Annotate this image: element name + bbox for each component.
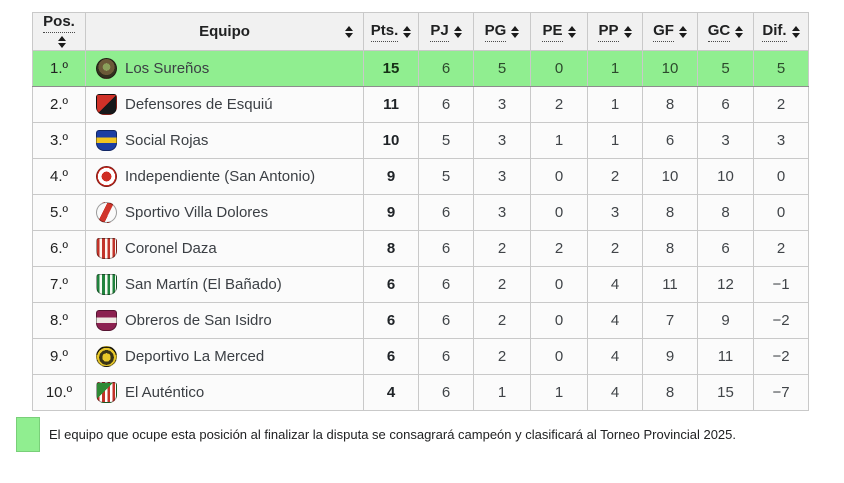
gc-cell: 6 (698, 231, 754, 267)
sort-icon (511, 26, 519, 38)
position-cell: 8.º (33, 303, 86, 339)
pts-cell: 6 (364, 303, 419, 339)
gf-cell: 9 (643, 339, 698, 375)
legend (16, 417, 736, 452)
table-row (33, 195, 809, 231)
pe-cell: 0 (531, 51, 588, 87)
gc-cell: 3 (698, 123, 754, 159)
team-name: San Martín (El Bañado) (125, 276, 282, 294)
pj-cell: 6 (419, 375, 474, 411)
column-label-pp: PP (598, 22, 618, 42)
position-cell: 10.º (33, 375, 86, 411)
pp-cell: 4 (588, 267, 643, 303)
team-cell (86, 339, 364, 375)
team-cell (86, 159, 364, 195)
el-autentico-crest-icon (96, 382, 117, 403)
gc-cell: 15 (698, 375, 754, 411)
pg-cell: 3 (474, 195, 531, 231)
sort-icon (679, 26, 687, 38)
sportivo-villa-dolores-crest-icon (96, 202, 117, 223)
los-surenos-crest-icon (96, 58, 117, 79)
pg-cell: 2 (474, 267, 531, 303)
independiente-san-antonio-crest-icon (96, 166, 117, 187)
pp-cell: 2 (588, 231, 643, 267)
team-name: El Auténtico (125, 384, 205, 402)
pj-cell: 6 (419, 303, 474, 339)
table-row (33, 267, 809, 303)
team-cell (86, 51, 364, 87)
position-cell: 5.º (33, 195, 86, 231)
column-label-dif: Dif. (762, 22, 786, 42)
team-cell (86, 267, 364, 303)
sort-icon (454, 26, 462, 38)
column-label-equipo: Equipo (199, 23, 250, 41)
standings-table (32, 12, 809, 411)
sort-icon (58, 36, 66, 48)
column-header-pos[interactable] (33, 13, 86, 51)
gc-cell: 12 (698, 267, 754, 303)
pe-cell: 0 (531, 159, 588, 195)
pj-cell: 6 (419, 267, 474, 303)
position-cell: 6.º (33, 231, 86, 267)
pp-cell: 2 (588, 159, 643, 195)
table-row (33, 375, 809, 411)
table-row (33, 123, 809, 159)
sort-icon (735, 26, 743, 38)
column-header-pj[interactable] (419, 13, 474, 51)
position-cell: 2.º (33, 87, 86, 123)
column-label-pj: PJ (430, 22, 448, 42)
dif-cell: 3 (754, 123, 809, 159)
dif-cell: 2 (754, 87, 809, 123)
position-cell: 4.º (33, 159, 86, 195)
position-cell: 1.º (33, 51, 86, 87)
pp-cell: 4 (588, 303, 643, 339)
team-name: Social Rojas (125, 132, 209, 150)
position-cell: 3.º (33, 123, 86, 159)
column-label-gc: GC (708, 22, 731, 42)
pp-cell: 4 (588, 375, 643, 411)
team-name: Defensores de Esquiú (125, 96, 273, 114)
table-row (33, 231, 809, 267)
pj-cell: 5 (419, 123, 474, 159)
pp-cell: 1 (588, 123, 643, 159)
dif-cell: 0 (754, 159, 809, 195)
coronel-daza-crest-icon (96, 238, 117, 259)
gc-cell: 11 (698, 339, 754, 375)
header-row (33, 13, 809, 51)
sort-icon (345, 26, 353, 38)
column-label-pos: Pos. (43, 13, 75, 33)
column-header-pe[interactable] (531, 13, 588, 51)
table-row (33, 51, 809, 87)
gc-cell: 10 (698, 159, 754, 195)
gc-cell: 9 (698, 303, 754, 339)
sort-icon (403, 26, 411, 38)
gf-cell: 11 (643, 267, 698, 303)
dif-cell: 0 (754, 195, 809, 231)
table-row (33, 339, 809, 375)
gf-cell: 6 (643, 123, 698, 159)
team-name: Independiente (San Antonio) (125, 168, 316, 186)
social-rojas-crest-icon (96, 130, 117, 151)
column-label-pe: PE (542, 22, 562, 42)
pj-cell: 6 (419, 339, 474, 375)
position-cell: 9.º (33, 339, 86, 375)
pts-cell: 9 (364, 159, 419, 195)
gf-cell: 8 (643, 195, 698, 231)
table-row (33, 87, 809, 123)
pj-cell: 6 (419, 195, 474, 231)
gf-cell: 8 (643, 231, 698, 267)
pe-cell: 2 (531, 231, 588, 267)
column-label-pg: PG (485, 22, 507, 42)
pp-cell: 1 (588, 87, 643, 123)
pe-cell: 1 (531, 123, 588, 159)
dif-cell: −1 (754, 267, 809, 303)
legend-text: El equipo que ocupe esta posición al finalizar la disputa se consagrará campeón y clasificará al Torneo Provincial 2025. (49, 426, 737, 442)
team-cell (86, 375, 364, 411)
dif-cell: −7 (754, 375, 809, 411)
pp-cell: 3 (588, 195, 643, 231)
pj-cell: 5 (419, 159, 474, 195)
gc-cell: 8 (698, 195, 754, 231)
pg-cell: 2 (474, 303, 531, 339)
pg-cell: 2 (474, 339, 531, 375)
pts-cell: 6 (364, 339, 419, 375)
pts-cell: 15 (364, 51, 419, 87)
column-label-pts: Pts. (371, 22, 399, 42)
pts-cell: 6 (364, 267, 419, 303)
pg-cell: 2 (474, 231, 531, 267)
pj-cell: 6 (419, 87, 474, 123)
pts-cell: 10 (364, 123, 419, 159)
pg-cell: 3 (474, 159, 531, 195)
pe-cell: 1 (531, 375, 588, 411)
sort-icon (792, 26, 800, 38)
pg-cell: 3 (474, 87, 531, 123)
team-name: Los Sureños (125, 60, 210, 78)
pts-cell: 11 (364, 87, 419, 123)
dif-cell: −2 (754, 339, 809, 375)
pp-cell: 1 (588, 51, 643, 87)
pg-cell: 5 (474, 51, 531, 87)
team-name: Deportivo La Merced (125, 348, 265, 366)
pts-cell: 4 (364, 375, 419, 411)
gc-cell: 6 (698, 87, 754, 123)
dif-cell: 2 (754, 231, 809, 267)
table-row (33, 159, 809, 195)
pe-cell: 0 (531, 339, 588, 375)
sort-icon (568, 26, 576, 38)
pg-cell: 3 (474, 123, 531, 159)
column-header-gf[interactable] (643, 13, 698, 51)
team-cell (86, 123, 364, 159)
column-header-pg[interactable] (474, 13, 531, 51)
table-row (33, 303, 809, 339)
dif-cell: 5 (754, 51, 809, 87)
sort-icon (624, 26, 632, 38)
pp-cell: 4 (588, 339, 643, 375)
pj-cell: 6 (419, 231, 474, 267)
san-martin-el-banado-crest-icon (96, 274, 117, 295)
position-cell: 7.º (33, 267, 86, 303)
pts-cell: 8 (364, 231, 419, 267)
gf-cell: 8 (643, 375, 698, 411)
deportivo-la-merced-crest-icon (96, 346, 117, 367)
gf-cell: 10 (643, 51, 698, 87)
team-cell (86, 195, 364, 231)
dif-cell: −2 (754, 303, 809, 339)
column-header-gc[interactable] (698, 13, 754, 51)
pe-cell: 0 (531, 195, 588, 231)
pe-cell: 0 (531, 267, 588, 303)
team-name: Sportivo Villa Dolores (125, 204, 269, 222)
pts-cell: 9 (364, 195, 419, 231)
gc-cell: 5 (698, 51, 754, 87)
column-header-pts[interactable] (364, 13, 419, 51)
gf-cell: 8 (643, 87, 698, 123)
column-label-gf: GF (653, 22, 674, 42)
team-name: Coronel Daza (125, 240, 217, 258)
pe-cell: 2 (531, 87, 588, 123)
column-header-dif[interactable] (754, 13, 809, 51)
team-cell (86, 87, 364, 123)
team-cell (86, 231, 364, 267)
team-name: Obreros de San Isidro (125, 312, 272, 330)
column-header-equipo[interactable] (86, 13, 364, 51)
obreros-de-san-isidro-crest-icon (96, 310, 117, 331)
defensores-de-esquiu-crest-icon (96, 94, 117, 115)
team-cell (86, 303, 364, 339)
pg-cell: 1 (474, 375, 531, 411)
champion-zone-swatch (16, 417, 40, 452)
column-header-pp[interactable] (588, 13, 643, 51)
pj-cell: 6 (419, 51, 474, 87)
pe-cell: 0 (531, 303, 588, 339)
gf-cell: 7 (643, 303, 698, 339)
gf-cell: 10 (643, 159, 698, 195)
